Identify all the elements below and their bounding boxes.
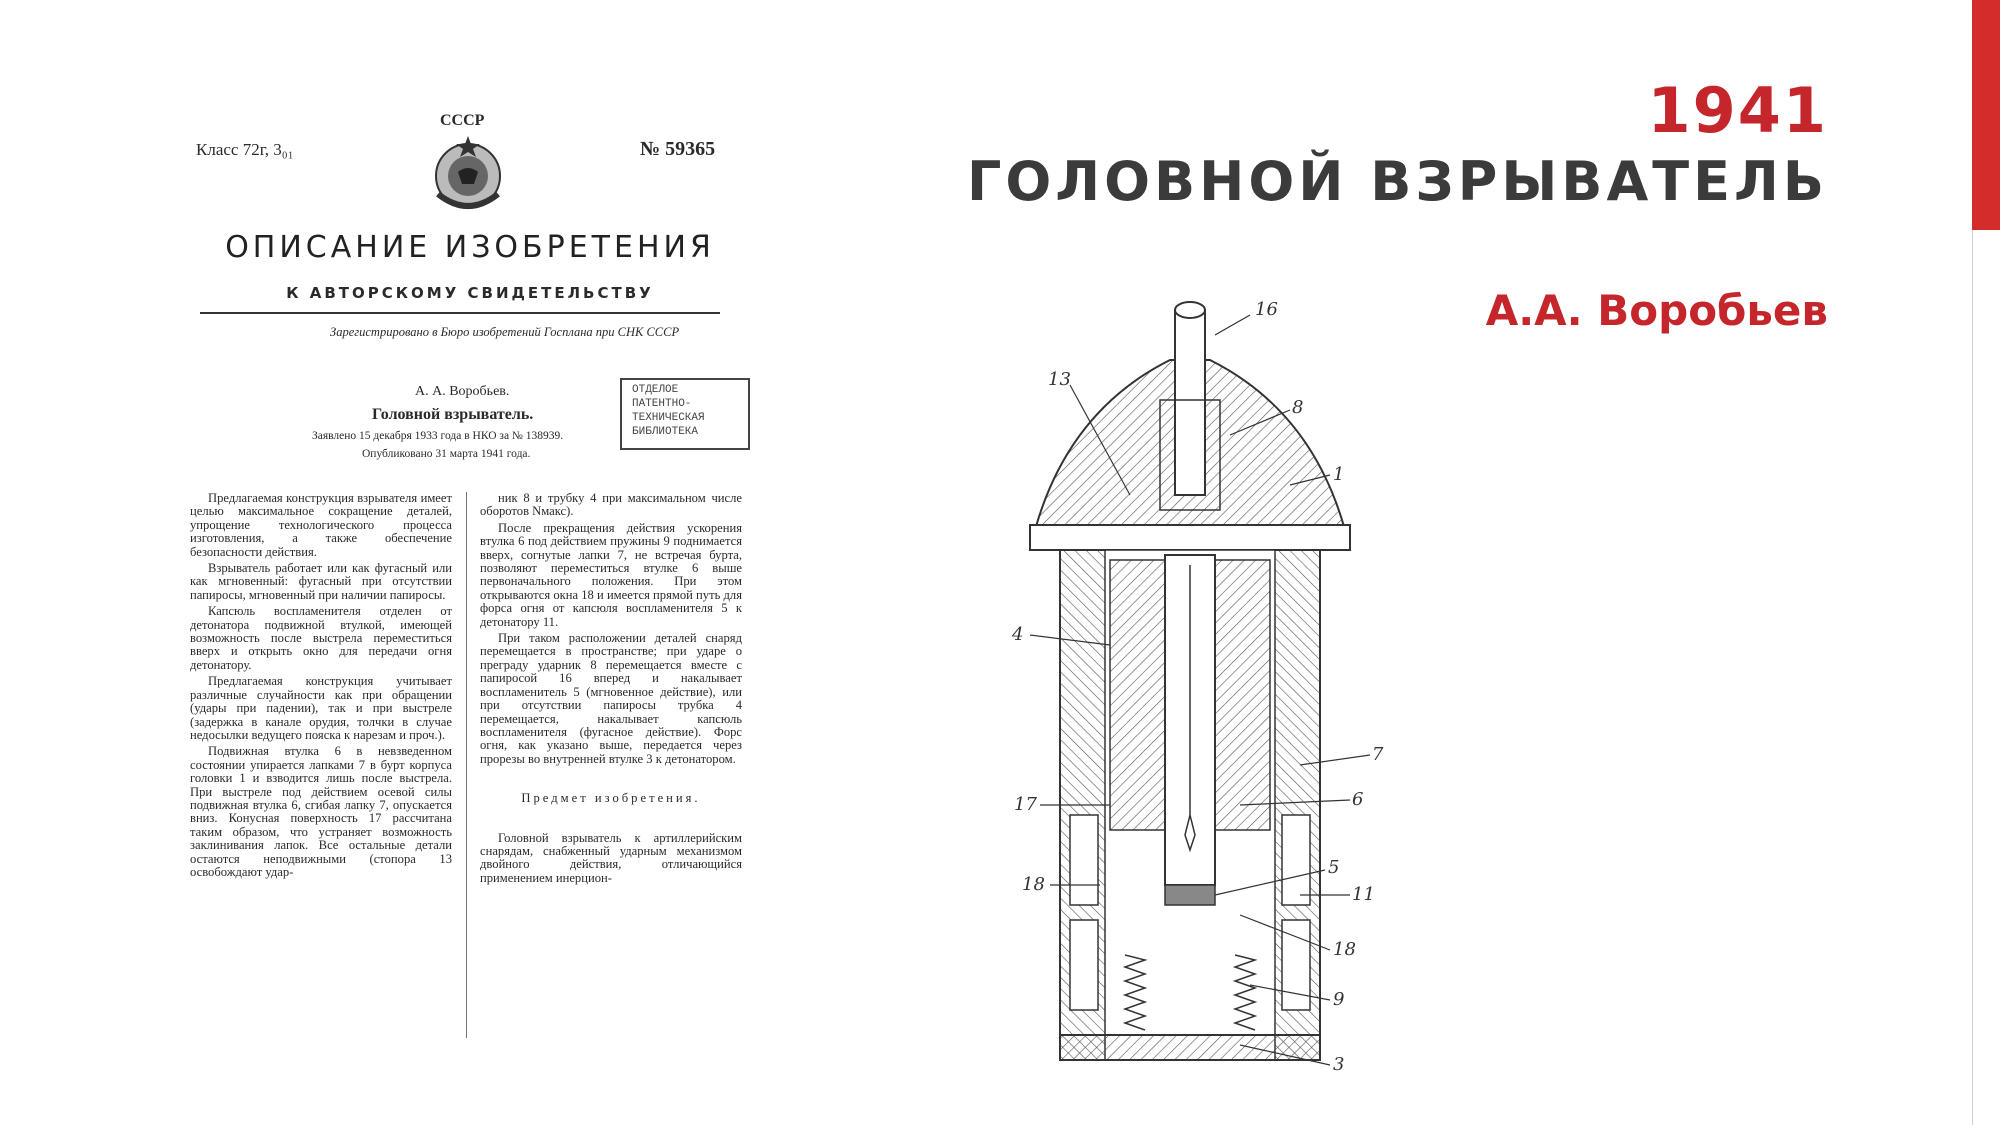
label-6: 6 — [1352, 789, 1364, 810]
column-divider — [466, 492, 467, 1038]
label-3: 3 — [1333, 1054, 1345, 1075]
patent-subheading: К АВТОРСКОМУ СВИДЕТЕЛЬСТВУ — [286, 284, 654, 302]
claims-heading: Предмет изобретения. — [521, 791, 701, 806]
patent-document — [190, 100, 750, 960]
patent-number: № 59365 — [640, 138, 716, 160]
patent-class: Класс 72г, 3₀₁ — [196, 140, 294, 159]
paragraph: При таком расположении деталей снаряд перемещается в пространстве; при ударе о преграду ударник 8 перемещается вместе с папиросой 16 вперед и накалывает воспламенитель 5 (мгновенное действие), или при отсутствии папиросы трубка 4 перемещается, накалывает капсюль воспламенителя (фугасное действие). Форс огня, как указано выше, передается через прорезы во внутренней втулке 3 к детонатором. — [480, 631, 742, 766]
label-9: 9 — [1333, 989, 1345, 1010]
label-5: 5 — [1328, 857, 1340, 878]
patent-published: Опубликовано 31 марта 1941 года. — [362, 448, 531, 460]
slide-title: ГОЛОВНОЙ ВЗРЫВАТЕЛЬ — [966, 150, 1828, 213]
striker-pin — [1175, 310, 1205, 495]
fuze-cross-section-drawing — [1000, 295, 1420, 1095]
ussr-emblem-icon — [428, 132, 508, 216]
patent-author: А. А. Воробьев. — [415, 384, 510, 399]
label-13: 13 — [1048, 369, 1071, 390]
library-stamp — [620, 378, 750, 450]
label-8: 8 — [1292, 397, 1304, 418]
label-18: 18 — [1333, 939, 1356, 960]
stamp-line: БИБЛИОТЕКА — [632, 426, 699, 438]
claims-text: Головной взрыватель к артиллерийским снарядам, снабженный ударным механизмом двойного действия, отличающийся применением инерцион- — [480, 830, 742, 885]
paragraph: Взрыватель работает или как фугасный или как мгновенный: фугасный при отсутствии папиросы, мгновенный при наличии папиросы. — [190, 561, 452, 602]
stamp-line: ОТДЕЛОЕ — [632, 384, 679, 396]
paragraph: Капсюль воспламенителя отделен от детонатора подвижной втулкой, имеющей возможность после выстрела переместиться вверх и открыть окно для передачи огня детонатору. — [190, 604, 452, 672]
patent-title: Головной взрыватель. — [372, 406, 534, 423]
label-1: 1 — [1333, 464, 1345, 485]
paragraph: Предлагаемая конструкция учитывает различные случайности как при обращении (удары при падении), так и при выстреле (задержка в канале орудия, толчки в случае недосылки ведущего пояска к нарезам и проч.). — [190, 674, 452, 742]
patent-country: СССР — [440, 112, 485, 129]
label-16: 16 — [1255, 299, 1278, 320]
label-4: 4 — [1012, 624, 1024, 645]
patent-column-right — [480, 492, 742, 888]
stamp-line: ТЕХНИЧЕСКАЯ — [632, 412, 705, 424]
paragraph: Подвижная втулка 6 в невзведенном состоянии упирается лапками 7 в бурт корпуса головки 1 и взводится лишь после выстрела. При выстреле под действием осевой силы подвижная втулка 6, сгибая лапку 7, опускается вниз. Конусная поверхность 17 рассчитана таким образом, что устраняет возможность заклинивания лапок. Все остальные детали остаются неподвижными (стопора 13 освобождают удар- — [190, 744, 452, 879]
label-18: 18 — [1022, 874, 1045, 895]
patent-filed: Заявлено 15 декабря 1933 года в НКО за № 138939. — [312, 430, 564, 442]
patent-heading: ОПИСАНИЕ ИЗОБРЕТЕНИЯ — [225, 230, 715, 265]
label-17: 17 — [1014, 794, 1037, 815]
label-11: 11 — [1352, 884, 1375, 905]
patent-column-left — [190, 492, 452, 882]
paragraph: Предлагаемая конструкция взрывателя имеет целью максимальное сокращение деталей, упрощение технологического процесса изготовления, а также обеспечение безопасности действия. — [190, 491, 452, 559]
label-7: 7 — [1372, 744, 1384, 765]
accent-bar — [1972, 0, 2000, 230]
paragraph: После прекращения действия ускорения втулка 6 под действием пружины 9 поднимается вверх, согнутые лапки 7, не встречая бурта, позволяют переместиться втулке 6 выше первоначального положения. При этом открываются окна 18 и имеется прямой путь для форса огня от капсюля воспламенителя 5 к детонатору 11. — [480, 520, 742, 629]
paragraph: ник 8 и трубку 4 при максимальном числе оборотов Nмакс). — [480, 491, 742, 519]
patent-registered: Зарегистрировано в Бюро изобретений Госплана при СНК СССР — [330, 325, 680, 339]
side-divider — [1972, 230, 1973, 1125]
slide-author: А.А. Воробьев — [1485, 286, 1828, 335]
patent-rule — [200, 312, 720, 314]
stamp-line: ПАТЕНТНО- — [632, 398, 692, 410]
slide-year: 1941 — [1647, 74, 1828, 147]
